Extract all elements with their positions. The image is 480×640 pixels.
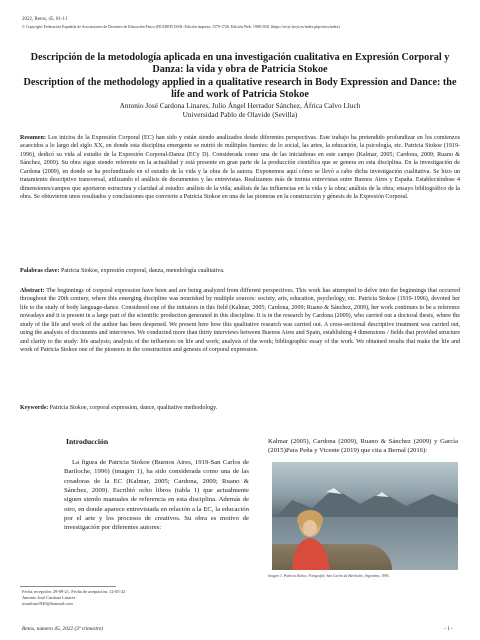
corresponding-author: Antonio José Cardona Linares: [22, 595, 76, 600]
title-spanish: Descripción de la metodología aplicada en una investigación cualitativa en Expresión Corporal y Danza: la vida y obra de Patricia Stokoe: [30, 52, 450, 75]
right-column-quote-intro: Para Peña y Vicente (2019) que cita a Bernal (2016):: [286, 447, 428, 454]
resumen-paragraph: [20, 134, 460, 202]
introduction-heading: Introducción: [66, 437, 109, 446]
keywords-text: Patricia Stokoe, corporal expression, dance, qualitative methodology.: [48, 405, 218, 411]
author-email[interactable]: acardona1949@hotmail.com: [22, 601, 73, 606]
abstract-paragraph: [20, 287, 460, 355]
title-english: Description of the methodology applied in a qualitative research in Body Expression and Dance: the life and work of Patricia Stokoe: [23, 77, 457, 100]
page-number: - 1 -: [444, 626, 453, 632]
copyright-line: © Copyright: Federación Española de Asociaciones de Docentes de Educación Física (FEADEF) ISSN: Edición impresa: 1579-1726. Edición Web: 1988-2041 (https://recyt.fecyt.es/index.php/retos/index): [22, 25, 340, 29]
reception-dates: Fecha recepción: 29-09-21. Fecha de aceptación: 12-05-22: [22, 589, 126, 594]
affiliation: Universidad Pablo de Olavide (Sevilla): [182, 110, 298, 119]
palabras-text: Patricia Stokoe, expresión corporal, danza, metodología cualitativa.: [59, 268, 225, 274]
keywords-label: Keywords:: [20, 405, 49, 411]
person-figure: [278, 506, 342, 570]
introduction-text: La figura de Patricia Stokoe (Buenos Aires, 1919-San Carlos de Bariloche, 1996) (imagen 1), ha sido considerada como una de las creadoras de la EC (Kalmar, 2005; Cardona, 2009; Ruano & Sánchez, 2009). Escribió ocho libros (tabla 1) que actualmente siguen siendo manuales de referencia en esta disciplina. Además de otro, en donde aparece entrevistada en relación a la EC, la educación por el arte y los procesos de creativos. Su obra es motivo de investigación por diferentes autores:: [64, 459, 249, 532]
palabras-label: Palabras clave:: [20, 268, 60, 274]
keywords-paragraph: [20, 404, 460, 412]
palabras-paragraph: [20, 267, 460, 275]
journal-line: 2022, Retos, 45, 01-11: [22, 17, 68, 22]
abstract-label: Abstract:: [20, 288, 45, 294]
authors: Antonio José Cardona Linares, Julio Ángel Herrador Sánchez, África Calvo Lluch: [119, 101, 361, 110]
footer-journal: Retos, número 45, 2022 (3º trimestre): [22, 626, 104, 632]
footnote-rule: [20, 586, 116, 587]
right-column-text: Kalmar (2005), Cardona (2009), Ruano & Sánchez (2009) y García (2015).: [268, 438, 458, 455]
resumen-label: Resumen:: [20, 135, 46, 141]
abstract-text: The beginnings of corporal expression have been and are being analyzed from different perspectives. This work has attempted to delve into the beginnings that occurred throughout the 20th century, where this emerging discipline was nourished by multiple sources: society, arts, education, psychology, etc. Patricia Stokoe (1919-1996), devoted her life to the study of body language-dance. Considered one of the initiators in this field (Kalmar, 2005; Cardona, 2009; Ruano & Sánchez, 2009), her work continues to be a reference nowadays and it is present in a large part of the scientific production generated in this discipline. It is in the research by Cardona (2009), who carried out a doctoral thesis, where the study of the life and work of the author has been deepened. We present here how this qualitative research was carried out. A cross-sectional descriptive treatment was carried out, using the analysis of documents and interviews. We conducted more than thirty interviews between Buenos Aires and Spain, establishing 4 dimensions / fields that provided structure and clarity to the study: life analysis; analysis of the influences on life and work; analysis of the work; bibliographic essay of the work. We obtained results that make the life and work of Patricia Stokoe one of the pioneers in the construction and genesis of corporal expression.: [20, 288, 460, 354]
resumen-text: Los inicios de la Expresión Corporal (EC) han sido y están siendo analizados desde diferentes perspectivas. Este trabajo ha pretendido profundizar en los comienzos acaecidos a lo largo del siglo XX, en donde esta disciplina emergente se nutrió de múltiples fuentes: de lo social, las artes, la educación, la psicología, etc. Patricia Stokoe (1919-1996), dedicó su vida al estudio de la Expresión Corporal-Danza (ECy D). Considerada como una de las iniciadoras en este campo (Kalmar, 2005; Cardona, 2009; Ruano & Sánchez, 2009). Su obra sigue siendo referente en la actualidad y está presente en gran parte de la producción científica que se genera en esta disciplina. En la investigación de Cardona (2009), en donde se ha profundizado en el estudio de la vida y la obra de la autora. Exponemos aquí cómo se llevó a cabo dicha investigación cualitativa. Se hizo un tratamiento descriptivo transversal, utilizando el análisis de documentos y las entrevistas. Realizamos más de treinta entrevistas entre Buenos Aires y España. Estableciéndose 4 dimensiones/campos que aportaron estructura y claridad al estudio: análisis de la vida; análisis de las influencias en la vida y la obra; análisis de la obra; ensayo bibliográfico de la obra. Se obtuvieron unos resultados y conclusiones que convierte a Patricia Stokoe en una de las pioneras en la construcción y génesis de la Expresión Corporal.: [20, 135, 460, 201]
image-caption: Imagen 1. Patricia Stokoe. Fotografía: San Carlos de Bariloche, Argentina, 1996.: [268, 574, 390, 578]
patricia-stokoe-photo: [272, 462, 458, 570]
